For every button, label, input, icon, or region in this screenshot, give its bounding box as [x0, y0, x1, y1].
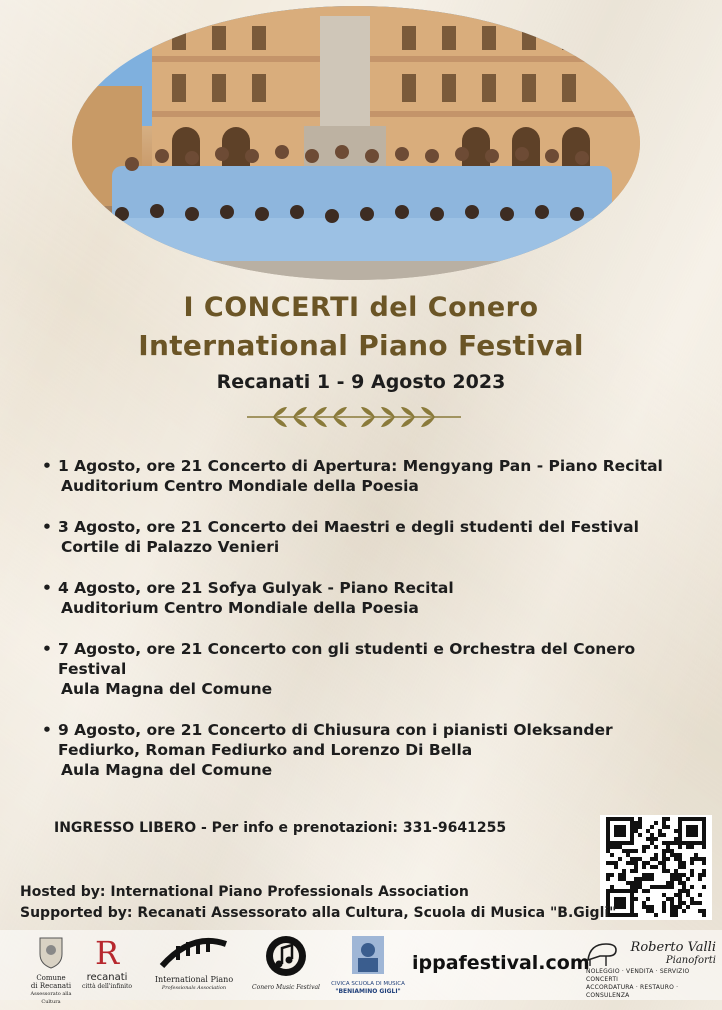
website-link[interactable]: ippafestival.com [412, 952, 590, 974]
comune-recanati-logo [28, 934, 74, 1004]
valli-services-1: NOLEGGIO · VENDITA · SERVIZIO CONCERTI [586, 968, 690, 983]
civica-text-2: "BENIAMINO GIGLI" [335, 988, 401, 995]
recanati-logo [78, 934, 136, 1004]
ippa-text-2: Professionals Association [161, 985, 227, 991]
event-venue: Auditorium Centro Mondiale della Poesia [61, 477, 419, 495]
festival-dates: Recanati 1 - 9 Agosto 2023 [216, 371, 506, 393]
event-title: 1 Agosto, ore 21 Concerto di Apertura: Mengyang Pan - Piano Recital [58, 457, 663, 475]
valli-services-2: ACCORDATURA · RESTAURO · CONSULENZA [586, 984, 679, 999]
event-item [42, 639, 682, 699]
bullet: • [42, 721, 52, 739]
bullet: • [42, 457, 52, 475]
conero-text: Conero Music Festival [252, 984, 320, 991]
event-title-cont: Festival [58, 660, 127, 678]
bullet: • [42, 579, 52, 597]
event-venue: Cortile di Palazzo Venieri [61, 538, 280, 556]
grand-piano-icon [586, 940, 618, 968]
event-item [42, 517, 682, 557]
qr-code-icon[interactable] [600, 815, 712, 920]
comune-text-3: Assessorato alla Cultura [30, 991, 72, 1005]
free-entry-info: INGRESSO LIBERO - Per info e prenotazioni: 331-9641255 [54, 820, 507, 836]
event-title: 7 Agosto, ore 21 Concerto con gli studenti e Orchestra del Conero [58, 640, 636, 658]
conero-music-icon [248, 934, 324, 980]
laurel-divider-icon [243, 402, 465, 432]
hosted-by: Hosted by: International Piano Professionals Association [20, 884, 469, 900]
bullet: • [42, 640, 52, 658]
event-title: 9 Agosto, ore 21 Concerto di Chiusura con i pianisti Oleksander [58, 721, 613, 739]
piano-keys-icon [154, 936, 234, 972]
event-item [42, 456, 682, 496]
event-list [42, 456, 682, 780]
festival-title: I CONCERTI del Conero [183, 292, 539, 323]
credits [20, 882, 616, 924]
comune-text-1: Comune [36, 974, 66, 982]
gigli-portrait-icon [330, 934, 406, 976]
valli-name: Roberto Valli [630, 940, 716, 955]
supported-by: Supported by: Recanati Assessorato alla Cultura, Scuola di Musica "B.Gigli" [20, 905, 617, 921]
recanati-tagline: città dell'infinito [81, 983, 133, 990]
civica-text-1: CIVICA SCUOLA DI MUSICA [331, 981, 405, 987]
event-venue: Aula Magna del Comune [61, 680, 273, 698]
recanati-r-icon [78, 934, 136, 968]
event-venue: Auditorium Centro Mondiale della Poesia [61, 599, 419, 617]
festival-subtitle: International Piano Festival [138, 329, 584, 362]
recanati-text: recanati [86, 972, 128, 983]
conero-festival-logo [248, 934, 324, 1004]
bullet: • [42, 518, 52, 536]
event-item [42, 720, 682, 780]
group-photo [72, 6, 640, 280]
event-venue: Aula Magna del Comune [61, 761, 273, 779]
civica-scuola-logo [330, 934, 406, 1004]
event-title: 3 Agosto, ore 21 Concerto dei Maestri e degli studenti del Festival [58, 518, 639, 536]
valli-sub: Pianoforti [665, 955, 716, 966]
coat-of-arms-icon [28, 934, 74, 970]
ippa-text-1: International Piano [154, 975, 234, 984]
comune-text-2: di Recanati [30, 982, 72, 990]
event-title-cont: Fediurko, Roman Fediurko and Lorenzo Di Bella [58, 741, 473, 759]
ippa-logo [154, 936, 234, 1006]
svg-text:R: R [94, 934, 120, 968]
event-item [42, 578, 682, 618]
event-title: 4 Agosto, ore 21 Sofya Gulyak - Piano Recital [58, 579, 454, 597]
